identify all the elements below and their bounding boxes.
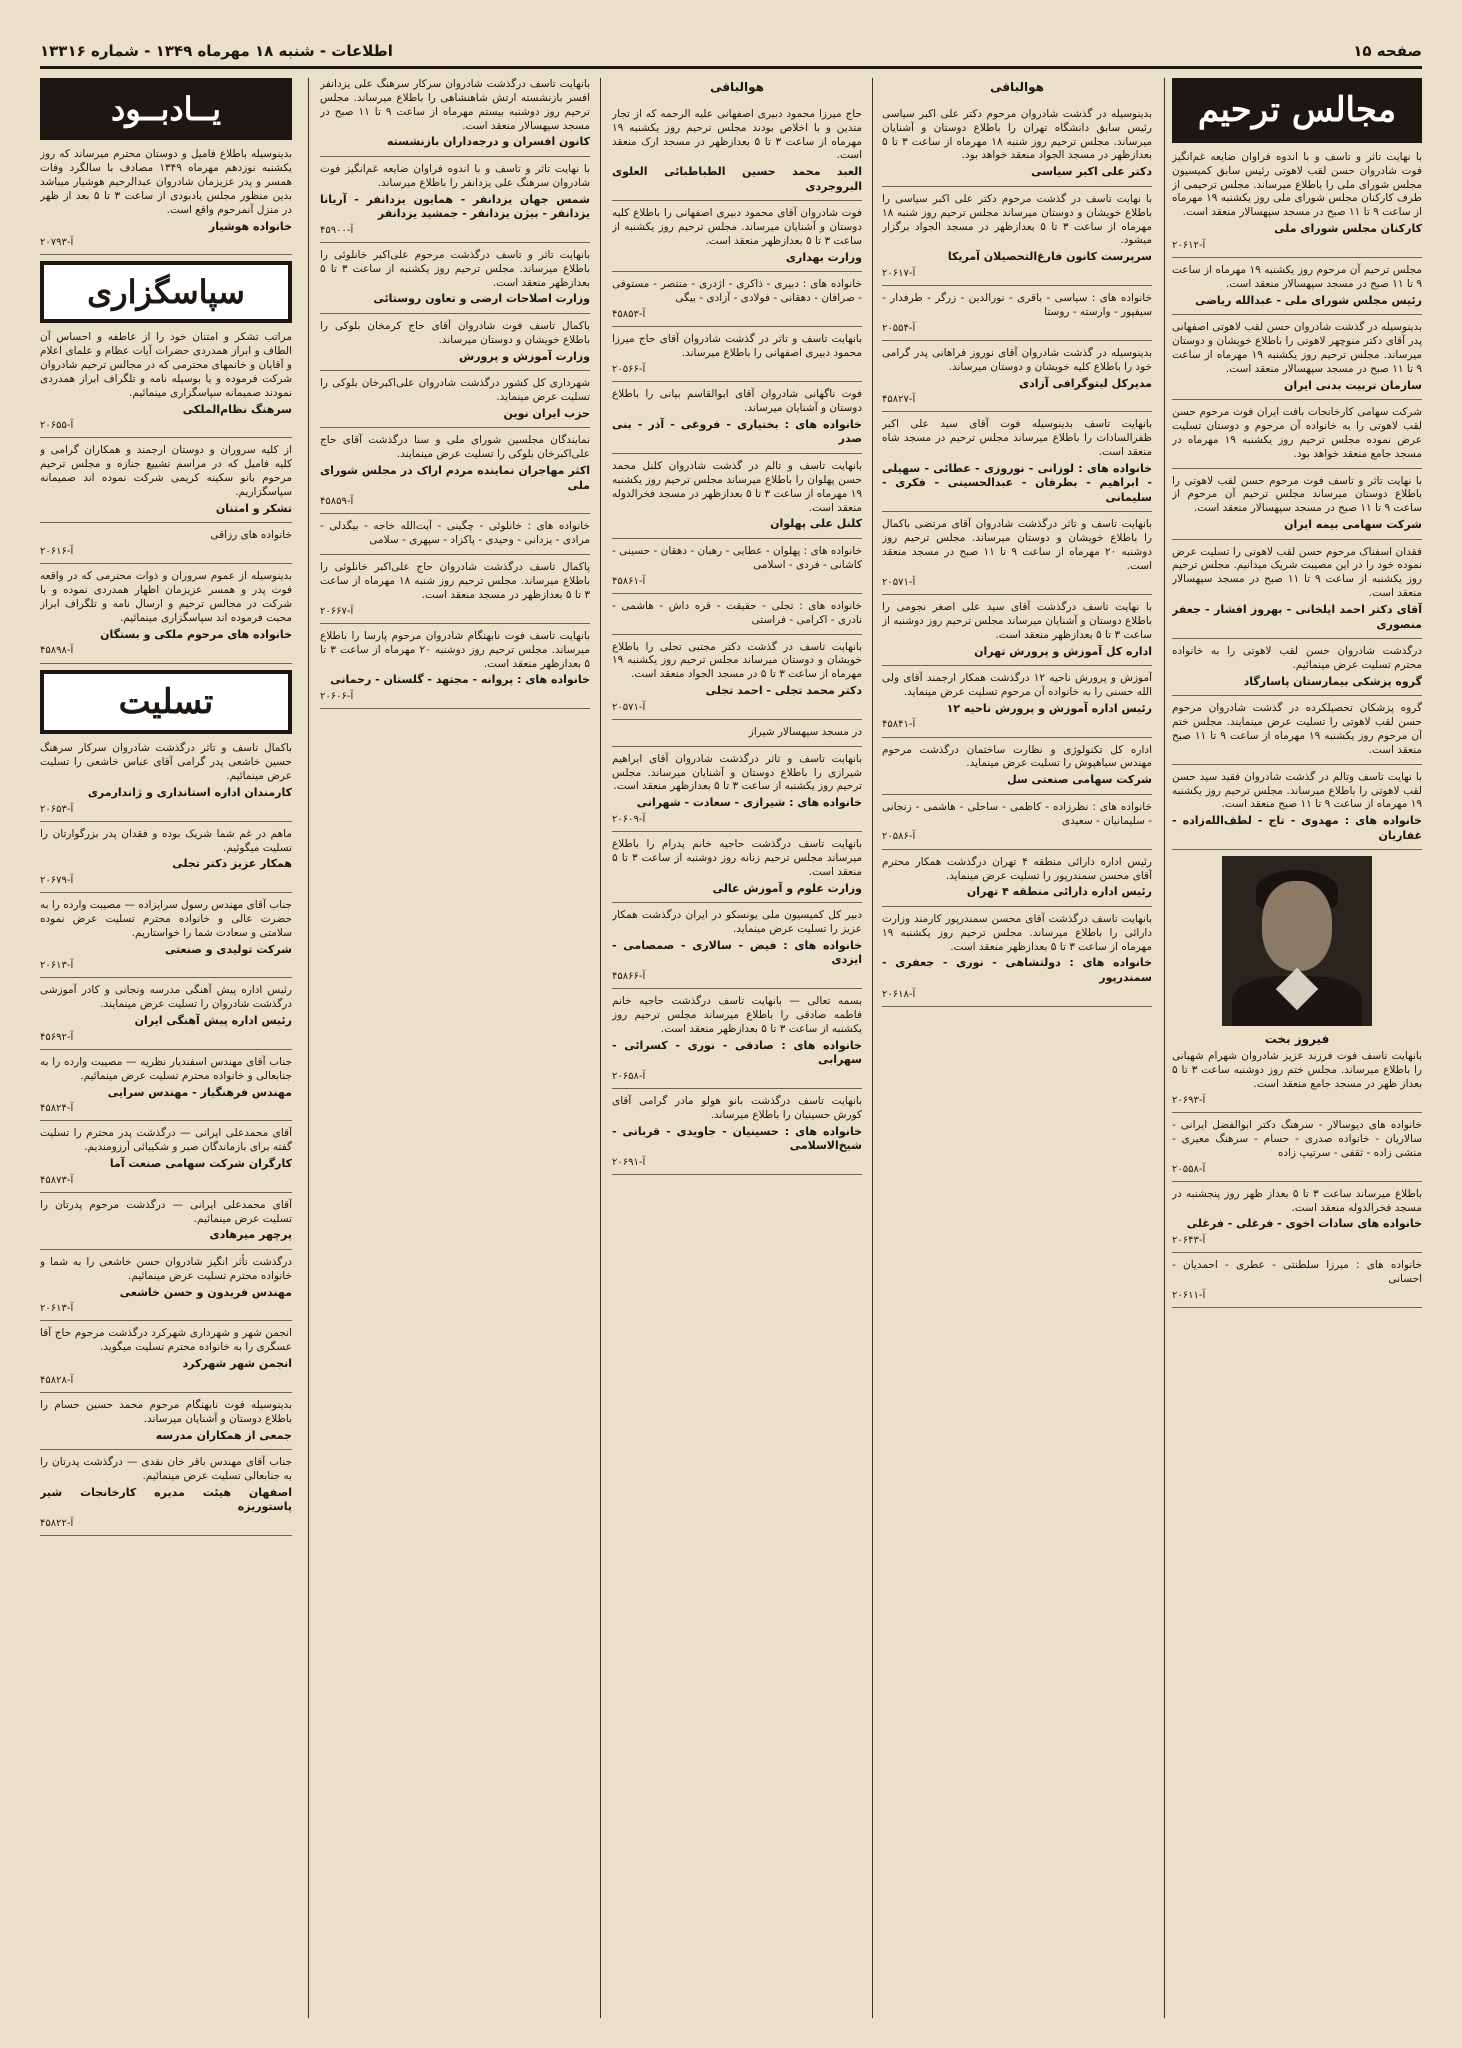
banner-title: سپاسگزاری — [87, 273, 245, 312]
notice-item — [1172, 264, 1422, 315]
notice-text: بانهایت تاثر و تاسف درگذشت مرحوم علی‌اکبر خانلوئی را باطلاع میرساند. مجلس ترحیم روز یکشنبه از ساعت ۳ تا ۵ بعدازظهر منعقد است. — [320, 248, 590, 289]
notice-sig: کارکنان مجلس شورای ملی — [1274, 222, 1422, 236]
notice-text: بانهایت تاسف درگذشت بانو هولو مادر گرامی آقای کورش حسینیان را باطلاع میرساند. — [612, 1094, 862, 1121]
notice-sig: وزارت آموزش و پرورش — [459, 349, 590, 363]
col1-notices — [1172, 151, 1422, 850]
col2-title: هوالباقی — [990, 80, 1044, 94]
portrait-face — [1262, 881, 1332, 971]
notice-item — [612, 207, 862, 272]
notice-sig: خانواده هوشیار — [208, 219, 292, 233]
notice-item — [40, 742, 292, 821]
notice-sig: اداره کل آموزش و پرورش تهران — [974, 644, 1152, 658]
notice-sig: خانواده های : دولتشاهی - نوری - جعفری - سمندرپور — [882, 956, 1152, 984]
notice-text: بانهایت تاسف درگذشت آقای محسن سمندرپور کارمند وزارت دارائی را باطلاع میرساند. مجلس ترحیم روز یکشنبه ۱۹ مهرماه از ساعت ۳ تا ۵ بعدازظهر منعقد است. — [882, 912, 1152, 953]
notice-code: آ-۲۰۶۷۹ — [40, 875, 74, 886]
notice-text: درگذشت تأثر انگیز شادروان حسن خاشعی را به شما و خانواده محترم تسلیت عرض مینمائیم. — [40, 1255, 292, 1282]
column-separator — [308, 78, 309, 2018]
notice-code: آ-۲۰۶۱۳ — [40, 1303, 74, 1315]
notice-sig: رئیس اداره پیش آهنگی ایران — [134, 1014, 292, 1028]
notice-text: بانهایت تاسف درگذشت شادروان سرکار سرهنگ علی یزدانفر افسر بازنشسته ارتش شاهنشاهی را باطلاع میرساند. مجلس ترحیم روز دوشنبه بیستم مهرماه از ساعت ۹ تا ۱۱ صبح در مسجد سپهسالار منعقد است. — [320, 78, 590, 132]
notice-item — [1172, 406, 1422, 468]
notice-sig: وزارت بهداری — [785, 250, 862, 264]
notice-code: آ-۴۵۸۲۴ — [40, 1103, 74, 1115]
notice-item — [320, 377, 590, 428]
notice-code: آ-۴۵۸۵۹ — [320, 496, 354, 508]
notice-sig: شرکت سهامی بیمه ایران — [1284, 518, 1422, 532]
notice-item — [320, 78, 590, 157]
notice-item — [882, 518, 1152, 595]
column-1 — [1172, 78, 1422, 2018]
notice-text: بانهایت تاسف و تالم در گذشت شادروان کلنل محمد حسن پهلوان را باطلاع میرساند مجلس ترحیم روز یکشنبه ۱۹ مهرماه از ساعت ۳ تا ۵ بعدازظهر در مسجد فخرالدوله منعقد است. — [612, 459, 862, 514]
notice-sig: خانواده های : شیرازی - سعادت - شهرانی — [636, 796, 862, 810]
col4-notices — [320, 78, 590, 709]
notice-text: آموزش و پرورش ناحیه ۱۲ درگذشت همکار ارجمند آقای ولی الله حسنی را به خانواده آن مرحوم تسلیت عرض مینماید. — [882, 672, 1152, 698]
notice-code: آ-۲۰۵۸۶ — [882, 831, 916, 843]
notice-item — [40, 984, 292, 1049]
notice-code: آ-۲۰۶۴۳ — [1172, 1234, 1206, 1246]
notice-sig: سرهنگ نظام‌الملکی — [182, 402, 292, 416]
notice-sig: خانواده های : لوزانی - نوروزی - عطائی - سهیلی - ابراهیم - بطرفان - عبدالحسینی - فکری - سلیمانی — [882, 461, 1152, 504]
portrait-photo — [1222, 856, 1372, 1026]
notice-sig: کلنل علی پهلوان — [770, 517, 862, 531]
photo-text: بانهایت تاسف فوت فرزند عزیز شادروان شهرام شهبانی را باطلاع میرساند. مجلس ختم روز دوشنبه ساعت ۳ تا ۵ بعداز ظهر در مسجد جامع منعقد است. — [1172, 1050, 1422, 1090]
notice-text: بدینوسیله در گذشت شادروان حسن لقب لاهوتی اصفهانی پدر آقای دکتر منوچهر لاهوتی را باطلاع خویشان و دوستان میرساند. مجلس ترحیم روز یکشنبه ۱۹ مهرماه از ساعت ۹ تا ۱۱ صبح در مسجد سپهسالار منعقد است. — [1172, 321, 1422, 375]
banner-sepasgozari — [40, 261, 292, 323]
notice-sig: رئیس اداره آموزش و پرورش ناحیه ۱۲ — [946, 701, 1152, 715]
notice-code: آ-۲۰۶۰۶ — [320, 690, 354, 702]
notice-code: آ-۴۵۸۲۷ — [882, 394, 916, 406]
notice-text: باطلاع میرساند ساعت ۳ تا ۵ بعداز ظهر روز پنجشنبه در مسجد فخرالدوله منعقد است. — [1172, 1187, 1422, 1214]
notice-item — [320, 561, 590, 624]
notice-text: بانهایت تاسف فوت نابهنگام شادروان مرحوم پارسا را باطلاع میرساند. مجلس ترحیم روز دوشنبه ۲۰ مهرماه از ساعت ۳ تا ۵ بعدازظهر منعقد است. — [320, 629, 590, 670]
notice-item — [320, 163, 590, 243]
notice-item — [612, 108, 862, 201]
col3-heading — [612, 80, 862, 102]
notice-text: ماهم در غم شما شریک بوده و فقدان پدر بزرگوارتان را تسلیت میگوئیم. — [40, 827, 292, 854]
notice-code: آ-۴۵۸۹۸ — [40, 645, 74, 657]
notice-code: آ-۲۰۶۶۷ — [320, 605, 354, 617]
notice-text: با نهایت تاسف وتالم در گذشت شادروان فقید سید حسن لقب لاهوتی را باطلاع میرساند. مجلس ترحیم روز یکشنبه ۱۹ مهرماه از ساعت ۹ تا ۱۱ صبح منعقد است. — [1172, 770, 1422, 811]
notice-text: با نهایت تاثر و تاسف و با اندوه فراوان ضایعه غم‌انگیز فوت شادروان سرهنگ علی یزدانفر را باطلاع میرساند. — [320, 162, 590, 189]
notice-code: آ-۲۰۶۱۱ — [1172, 1289, 1206, 1301]
notice-text: شرکت سهامی کارخانجات بافت ایران فوت مرحوم حسن لقب لاهوتی را به خانواده آن مرحوم و دوستان تسلیت عرض نموده مجلس ترحیم روز یکشنبه ۱۹ مهرماه در مسجد جامع منعقد خواهد بود. — [1172, 406, 1422, 460]
notice-text: جناب آقای مهندس اسفندیار نظریه — مصیبت وارده را به جنابعالی و خانواده محترم تسلیت عرض مینمائیم. — [40, 1055, 292, 1082]
notice-sig: شرکت سهامی صنعتی سل — [1007, 773, 1152, 787]
notice-text: بدینوسیله از عموم سروران و ذوات محترمی که در واقعه فوت پدر و همسر عزیزمان اظهار همدردی نموده و با شرکت در مجالس ترحیم و ارسال نامه و تلگراف ابراز محبت فرموده اند سپاسگزاری مینمائیم. — [40, 570, 292, 625]
notice-code: آ-۲۰۵۵۴ — [882, 322, 916, 334]
notice-sig: خانواده های : مهدوی - تاج - لطف‌الله‌زاده - غفاریان — [1172, 814, 1422, 842]
notice-item — [612, 995, 862, 1089]
tasliat-notices — [40, 742, 292, 1536]
notice-code: آ-۲۰۶۰۹ — [612, 813, 646, 825]
column-4 — [320, 78, 590, 2018]
notice-sig: خانواده های مرحوم ملکی و بستگان — [100, 627, 292, 641]
notice-item — [40, 444, 292, 523]
col2-notices — [882, 108, 1152, 1007]
notice-item — [882, 856, 1152, 907]
notice-text: خانواده های : سیاسی - باقری - نورالدین - زرگر - طرفدار - سیفپور - وارسته - روستا — [882, 291, 1152, 318]
notice-text: فوت شادروان آقای محمود دبیری اصفهانی را باطلاع کلیه دوستان و آشنایان میرساند. مجلس ترحیم روز یکشنبه از ساعت ۳ تا ۵ بعدازظهر منعقد است. — [612, 207, 862, 248]
notice-text: باکمال تاسف و تاثر درگذشت شادروان سرکار سرهنگ حسین خاشعی پدر گرامی آقای عباس خاشعی را تسلیت عرض مینمائیم. — [40, 742, 292, 783]
notice-text: بدینوسیله فوت نابهنگام مرحوم محمد حسین حسام را باطلاع دوستان و آشنایان میرساند. — [40, 1398, 292, 1425]
notice-text: درگذشت شادروان حسن لقب لاهوتی را به خانواده محترم تسلیت عرض مینمائیم. — [1172, 645, 1422, 671]
notice-text: حاج میرزا محمود دبیری اصفهانی علیه الرحمه که از تجار متدین و با اخلاص بودند مجلس ترحیم روز یکشنبه ۱۹ مهرماه از ساعت ۳ تا ۵ بعدازظهر در مسجد ارک منعقد است. — [612, 107, 862, 162]
notice-code: آ-۲۰۵۶۶ — [612, 364, 646, 376]
notice-sig: خانواده های : بختیاری - فروغی - آذر - بنی صدر — [612, 417, 862, 446]
notice-sig: دکتر علی اکبر سیاسی — [1031, 165, 1152, 179]
notice-item — [40, 899, 292, 978]
notice-item — [612, 641, 862, 720]
notice-text: از کلیه سروران و دوستان ارجمند و همکاران گرامی و کلیه فامیل که در مراسم تشییع جنازه و مجلس ترحیم مرحوم بانو سکینه کریمی شرکت نموده اند صمیمانه سپاسگزاریم. — [40, 444, 292, 499]
notice-sig: وزارت اصلاحات ارضی و تعاون روستائی — [373, 292, 590, 306]
notice-item — [40, 331, 292, 438]
notice-text: فوت ناگهانی شادروان آقای ابوالقاسم بیانی را باطلاع دوستان و آشنایان میرساند. — [612, 388, 862, 415]
notice-text: بانهایت تاسف و تاثر درگذشت شادروان آقای مرتضی باکمال را باطلاع خویشان و دوستان میرساند. مجلس ترحیم روز دوشنبه ۲۰ مهرماه از ساعت ۹ تا ۱۱ صبح در مسجد منعقد است. — [882, 518, 1152, 572]
notice-text: اداره کل تکنولوژی و نظارت ساختمان درگذشت مرحوم مهندس سیاهپوش را تسلیت عرض مینماید. — [882, 743, 1152, 770]
notice-sig: کارگران شرکت سهامی صنعت آما — [109, 1157, 292, 1171]
col1-bottom-notices — [1172, 1119, 1422, 1308]
notice-text: با نهایت تاثر و تاسف و با اندوه فراوان ضایعه غم‌انگیز فوت شادروان حسن لقب لاهوتی رئیس سابق کمیسیون مجلس شورای ملی را باطلاع میرساند. مجلس ترحیمی از طرف کارکنان مجلس شورای ملی روز یکشنبه ۱۹ مهرماه از ساعت ۹ تا ۱۱ صبح در مسجد سپهسالار منعقد است. — [1172, 150, 1422, 219]
notice-item — [882, 801, 1152, 850]
page-header — [40, 40, 1422, 62]
notice-text: مراتب تشکر و امتنان خود را از عاطفه و احساس آن الطاف و ابراز همدردی حضرات آیات عظام و علمای اعلام و آقایان و خانمهای محترمی که در مجالس ترحیم شادروان شرکت فرموده و یا بوسیله نامه و تلگراف ابراز همدردی نمودند صمیمانه سپاسگزاری مینمائیم. — [40, 331, 292, 399]
col3-title: هوالباقی — [710, 80, 764, 94]
notice-text: رئیس اداره پیش آهنگی مدرسه ونجانی و کادر آموزشی درگذشت شادروان را تسلیت عرض مینمایند. — [40, 984, 292, 1011]
notice-item — [1172, 475, 1422, 540]
banner-title: تسلیت — [118, 681, 214, 722]
notice-sig: گروه پزشکی بیمارستان پاسارگاد — [1243, 674, 1422, 688]
notice-sig: آقای دکتر احمد ایلخانی - بهروز افشار - جعفر منصوری — [1172, 603, 1422, 631]
column-5 — [40, 78, 292, 2018]
notice-item — [40, 1127, 292, 1192]
notice-item — [882, 744, 1152, 795]
notice-item — [612, 838, 862, 903]
notice-code: آ-۲۰۶۵۵ — [40, 420, 74, 432]
notice-text: با نهایت تاثر و تاسف فوت مرحوم حسن لقب لاهوتی را باطلاع دوستان میرساند مجلس ترحیم آن مرحوم از ساعت ۹ تا ۱۱ صبح در مسجد سپهسالار منعقد است. — [1172, 474, 1422, 515]
notice-sig: وزارت علوم و آموزش عالی — [712, 881, 862, 895]
notice-sig: خانواده های : پروانه - مجتهد - گلستان - رحمانی — [330, 673, 590, 687]
col3-notices — [612, 108, 862, 1175]
notice-code: آ-۲۰۵۷۱ — [612, 701, 646, 713]
notice-text: فقدان اسفناک مرحوم حسن لقب لاهوتی را تسلیت عرض نموده خود را در این مصیبت شریک میدانیم. مجلس ترحیم روز یکشنبه از ساعت ۹ تا ۱۱ صبح در مسجد سپهسالار منعقد است. — [1172, 545, 1422, 600]
notice-code: آ-۲۰۶۱۶ — [40, 546, 74, 558]
notice-sig: کارمندان اداره استانداری و ژاندارمری — [87, 786, 292, 800]
notice-text: خانواده های : دبیری - ذاکری - اژدری - منتصر - مستوفی - صرافان - دهقانی - فولادی - آزادی - بیگی — [612, 278, 862, 305]
notice-text: بانهایت تاسف در گذشت دکتر مجتبی تجلی را باطلاع خویشان و دوستان میرساند مجلس ترحیم روز یکشنبه ۱۹ مهرماه از ساعت ۳ تا ۵ در مسجد الجواد منعقد است. — [612, 640, 862, 681]
notice-text: آقای محمدعلی ایرانی — درگذشت پدر محترم را تسلیت گفته برای بازماندگان صبر و شکیبائی آرزومندیم. — [40, 1127, 292, 1154]
notice-text: بدینوسیله در گذشت شادروان آقای نوروز فراهانی پدر گرامی خود را باطلاع کلیه خویشان و دوستان میرساند. — [882, 346, 1152, 373]
notice-item — [40, 1256, 292, 1321]
notice-code: آ-۴۵۸۲۲ — [40, 1517, 74, 1529]
notice-sig: حزب ایران نوین — [503, 406, 590, 420]
column-separator — [600, 78, 601, 2018]
notice-item — [612, 726, 862, 747]
notice-sig: جمعی از همکاران مدرسه — [155, 1428, 292, 1442]
notice-text: انجمن شهر و شهرداری شهرکرد درگذشت مرحوم حاج آقا عسگری را به خانواده محترم تسلیت میگوید. — [40, 1327, 292, 1354]
notice-item — [1172, 1119, 1422, 1182]
notice-item — [612, 753, 862, 832]
notice-text: جناب آقای مهندس رسول سرایزاده — مصیبت وارده را به حضرت عالی و خانواده محترم تسلیت عرض نموده سلامتی و سعادت شما را خواستاریم. — [40, 899, 292, 939]
notice-code: آ-۴۵۸۶۱ — [612, 575, 646, 587]
notice-item — [40, 1327, 292, 1392]
column-separator — [1164, 78, 1165, 2018]
notice-item — [1172, 771, 1422, 851]
notice-item — [40, 1456, 292, 1536]
notice-code: آ-۲۰۷۹۳ — [40, 237, 74, 249]
notice-sig: همکار عزیز دکتر تجلی — [172, 857, 292, 871]
notice-sig: رئیس مجلس شورای ملی - عبدالله ریاضی — [1195, 293, 1422, 307]
notice-item — [882, 672, 1152, 737]
notice-text: جناب آقای مهندس باقر خان نقدی — درگذشت پدرتان را به جنابعالی تسلیت عرض مینمائیم. — [40, 1456, 292, 1482]
notice-item — [882, 193, 1152, 286]
notice-sig: مدیرکل لیتوگرافی آزادی — [1019, 376, 1152, 390]
notice-text: با نهایت تاسف درگذشت آقای سید علی اصغر نجومی را باطلاع دوستان و آشنایان میرساند مجلس ترحیم روز دوشنبه از ساعت ۳ تا ۵ بعدازظهر منعقد است. — [882, 601, 1152, 641]
notice-code: آ-۴۵۸۵۳ — [612, 309, 646, 321]
notice-item — [612, 388, 862, 454]
notice-text: بسمه تعالی — بانهایت تاسف درگذشت حاجیه خانم فاطمه صادقی را باطلاع میرساند مجلس ترحیم روز یکشنبه از ساعت ۳ تا ۵ بعدازظهر منعقد است. — [612, 994, 862, 1035]
notice-sig: مهندس فرهنگیار - مهندس سرایی — [107, 1085, 292, 1099]
notice-code: آ-۴۵۶۹۲ — [40, 1031, 74, 1043]
notice-sig: شرکت تولیدی و صنعتی — [164, 942, 292, 956]
notice-item — [612, 600, 862, 635]
notice-sig: العبد محمد حسین الطباطبائی العلوی البروجردی — [612, 165, 862, 193]
notice-text: باکمال تاسف فوت شادروان آقای حاج کرمخان بلوکی را باطلاع خویشان و دوستان میرساند. — [320, 319, 590, 346]
notice-item — [320, 434, 590, 514]
notice-text: رئیس اداره دارائی منطقه ۴ تهران درگذشت همکار محترم آقای محسن سمندرپور را تسلیت عرض مینماید. — [882, 855, 1152, 882]
notice-code: آ-۴۵۹۰۰ — [320, 224, 354, 236]
notice-text: خانواده های : خانلوئی - چگینی - آیت‌الله خاجه - بیگدلی - مرادی - یزدانی - وحیدی - پاکزاد - سپهری - سلامی — [320, 520, 590, 547]
issue-info: اطلاعات - شنبه ۱۸ مهرماه ۱۳۴۹ - شماره ۱۳۳۱۶ — [40, 42, 393, 60]
notice-item — [1172, 546, 1422, 639]
col2-heading — [882, 80, 1152, 102]
notice-item — [40, 1399, 292, 1450]
notice-sig: اصفهان هیئت مدیره کارخانجات شیر پاستوریزه — [40, 1485, 292, 1514]
notice-text: بانهایت تاسف و تاثر درگذشت شادروان آقای ابراهیم شیرازی را باطلاع دوستان و آشنایان میرساند. مجلس ترحیم روز یکشنبه از ساعت ۳ تا ۵ بعدازظهر منعقد است. — [612, 752, 862, 793]
notice-sig: رئیس اداره دارائی منطقه ۴ تهران — [966, 885, 1152, 899]
notice-sig: خانواده های : صادقی - نوری - کسرائی - سهرابی — [612, 1038, 862, 1067]
banner-yadbood — [40, 78, 292, 140]
notice-text: خانواده های دیوسالار - سرهنگ دکتر ابوالفضل ایرانی - سالاریان - خانواده صدری - حسام - سرهنگ معیری - منشی زاده - ثقفی - سرتیپ زاده — [1172, 1118, 1422, 1159]
notice-text: خانواده های : پهلوان - عطایی - رهبان - دهقان - حسینی - کاشانی - فردی - اسلامی — [612, 544, 862, 571]
notice-sig: خانواده های : حسینیان - جاویدی - قربانی - شیخ‌الاسلامی — [612, 1124, 862, 1153]
photo-code: آ-۲۰۶۹۳ — [1172, 1094, 1206, 1106]
sepasgozari-notices — [40, 331, 292, 663]
page-number: صفحه ۱۵ — [1353, 42, 1422, 60]
notice-item — [882, 601, 1152, 666]
notice-item — [40, 1199, 292, 1250]
notice-text: نمایندگان مجلسین شورای ملی و سنا درگذشت آقای حاج علی‌اکبرخان بلوکی را تسلیت عرض مینمایند. — [320, 434, 590, 461]
notice-item — [320, 520, 590, 555]
notice-item — [882, 418, 1152, 512]
notice-item — [320, 320, 590, 371]
notice-item — [612, 909, 862, 989]
banner-majales-tarhim — [1172, 78, 1422, 143]
notice-code: آ-۴۵۸۷۳ — [40, 1174, 74, 1186]
notice-text: خانواده های : تجلی - حقیقت - قره داش - هاشمی - نادری - اکرامی - فراستی — [612, 599, 862, 626]
notice-code: آ-۲۰۶۹۱ — [612, 1156, 646, 1168]
notice-text: گروه پزشکان تحصیلکرده در گذشت شادروان مرحوم حسن لقب لاهوتی را تسلیت عرض مینمایند. مجلس ختم آن مرحوم روز یکشنبه ۱۹ مهرماه از ساعت ۹ تا ۱۱ صبح منعقد است. — [1172, 702, 1422, 756]
notice-text: شهرداری کل کشور درگذشت شادروان علی‌اکبرخان بلوکی را تسلیت عرض مینماید. — [320, 377, 590, 404]
notice-sig: انجمن شهر شهرکرد — [182, 1357, 292, 1371]
notice-text: خانواده های : میرزا سلطنتی - عطری - احمدیان - احسانی — [1172, 1259, 1422, 1285]
notice-text: بدینوسیله باطلاع فامیل و دوستان محترم میرساند که روز یکشنبه نوزدهم مهرماه ۱۳۴۹ مصادف با سالگرد وفات همسر و پدر عزیزمان شادروان عبدالرحیم هوشیار میباشد بدین منظور مجلس یادبودی از ساعت ۳ تا ۵ بعد از ظهر در منزل آنمرحوم واقع است. — [40, 148, 292, 216]
notice-text: با نهایت تاسف در گذشت مرحوم دکتر علی اکبر سیاسی را باطلاع خویشان و دوستان میرساند مجلس ترحیم روز شنبه ۱۸ مهرماه از ساعت ۳ تا ۵ بعدازظهر در مسجد الجواد برگزار میشود. — [882, 192, 1152, 247]
notice-text: بانهایت تاسف و تاثر در گذشت شادروان آقای حاج میرزا محمود دبیری اصفهانی را باطلاع میرساند. — [612, 333, 862, 360]
notice-item — [612, 545, 862, 594]
notice-sig: سرپرست کانون فارغ‌التحصیلان آمریکا — [947, 250, 1152, 264]
notice-item — [40, 828, 292, 893]
notice-sig: مهندس فریدون و حسن خاشعی — [119, 1285, 292, 1299]
notice-item — [1172, 151, 1422, 258]
notice-sig: دکتر محمد تجلی - احمد تجلی — [705, 684, 862, 698]
notice-item — [612, 460, 862, 539]
banner-title: مجالس ترحیم — [1197, 90, 1397, 130]
notice-code: آ-۲۰۶۱۳ — [40, 960, 74, 972]
notice-code: آ-۴۵۸۶۶ — [612, 970, 646, 982]
notice-item — [1172, 321, 1422, 400]
notice-item — [40, 1056, 292, 1121]
notice-sig: خانواده های سادات اخوی - فرغلی - فرغلی — [1186, 1217, 1422, 1231]
notice-item — [1172, 645, 1422, 696]
notice-text: خانواده های : نظرزاده - کاظمی - ساحلی - هاشمی - زنجانی - سلیمانیان - سعیدی — [882, 800, 1152, 827]
notice-item — [882, 108, 1152, 187]
notice-code: آ-۲۰۵۵۸ — [1172, 1163, 1206, 1175]
notice-code: آ-۲۰۶۱۸ — [882, 988, 916, 1000]
notice-item — [40, 570, 292, 663]
notice-text: دبیر کل کمیسیون ملی یونسکو در ایران درگذشت همکار عزیز را تسلیت عرض مینماید. — [612, 909, 862, 935]
notice-sig: خانواده های : فیض - سالاری - صمصامی - ایزدی — [612, 938, 862, 967]
notice-item — [612, 333, 862, 382]
notice-item — [882, 347, 1152, 412]
column-separator — [872, 78, 873, 2018]
notice-code: آ-۲۰۶۱۲ — [1172, 239, 1206, 251]
notice-text: بانهایت تاسف درگذشت حاجیه خانم پدرام را باطلاع میرساند مجلس ترحیم زنانه روز دوشنبه از ساعت ۳ تا ۵ منعقد است. — [612, 837, 862, 878]
notice-sig: اکثر مهاجران نماینده مردم اراک در مجلس شورای ملی — [320, 464, 590, 492]
notice-item — [882, 913, 1152, 1007]
column-2 — [882, 78, 1152, 2018]
notice-sig: سازمان تربیت بدنی ایران — [1284, 378, 1422, 392]
column-3 — [612, 78, 862, 2018]
notice-item — [1172, 702, 1422, 764]
notice-item — [40, 529, 292, 564]
notice-item — [320, 630, 590, 709]
notice-code: آ-۴۵۸۲۸ — [40, 1374, 74, 1386]
banner-tasliat — [40, 670, 292, 735]
notice-item — [612, 278, 862, 327]
notice-item — [882, 292, 1152, 341]
notice-item — [1172, 1188, 1422, 1253]
notice-code: آ-۲۰۶۵۸ — [612, 1070, 646, 1082]
header-rule — [40, 66, 1422, 69]
banner-title: یــادبــود — [110, 90, 222, 128]
notice-sig: پرچهر میرهادی — [209, 1228, 292, 1242]
notice-code: آ-۴۵۸۴۱ — [882, 719, 916, 731]
notice-item — [40, 148, 292, 255]
notice-text: آقای محمدعلی ایرانی — درگذشت مرحوم پدرتان را تسلیت عرض مینمائیم. — [40, 1198, 292, 1225]
photo-notice — [1172, 1032, 1422, 1113]
notice-item — [1172, 1259, 1422, 1308]
notice-sig: تشکر و امتنان — [215, 501, 292, 515]
notice-sig: کانون افسران و درجه‌داران بازنشسته — [386, 135, 590, 149]
notice-text: بدینوسیله در گذشت شادروان مرحوم دکتر علی اکبر سیاسی رئیس سابق دانشگاه تهران را باطلاع دوستان و آشنایان میرساند. مجلس ترحیم روز شنبه ۱۸ مهرماه از ساعت ۳ تا ۵ بعدازظهر در مسجد الجواد منعقد خواهد بود. — [882, 107, 1152, 162]
notice-text: مجلس ترحیم آن مرحوم روز یکشنبه ۱۹ مهرماه از ساعت ۹ تا ۱۱ صبح در مسجد سپهسالار منعقد است. — [1172, 263, 1422, 290]
notice-code: آ-۲۰۶۱۷ — [882, 267, 916, 279]
notice-text: در مسجد سپهسالار شیراز — [748, 725, 862, 738]
notice-text: خانواده های رزاقی — [210, 529, 292, 542]
notice-code: آ-۲۰۵۷۱ — [882, 576, 916, 588]
notice-sig: شمس جهان یزدانفر - همایون یزدانفر - آریانا یزدانفر - بیژن یزدانفر - جمشید یزدانفر — [320, 192, 590, 221]
notice-text: پاکمال تاسف درگذشت شادروان حاج علی‌اکبر خانلوئی را باطلاع میرساند. مجلس ترحیم روز شنبه ۱۸ مهرماه از ساعت ۳ تا ۵ بعدازظهر در مسجد منعقد است. — [320, 561, 590, 601]
notice-code: آ-۲۰۶۵۳ — [40, 803, 74, 815]
notice-text: بانهایت تاسف بدینوسیله فوت آقای سید علی اکبر ظفرالسادات را باطلاع میرساند مجلس ترحیم در مسجد شاه منعقد است. — [882, 418, 1152, 458]
photo-caption: فیروز بخت — [1264, 1032, 1330, 1047]
notice-item — [612, 1095, 862, 1175]
notice-item — [320, 249, 590, 314]
yadbood-notices — [40, 148, 292, 255]
